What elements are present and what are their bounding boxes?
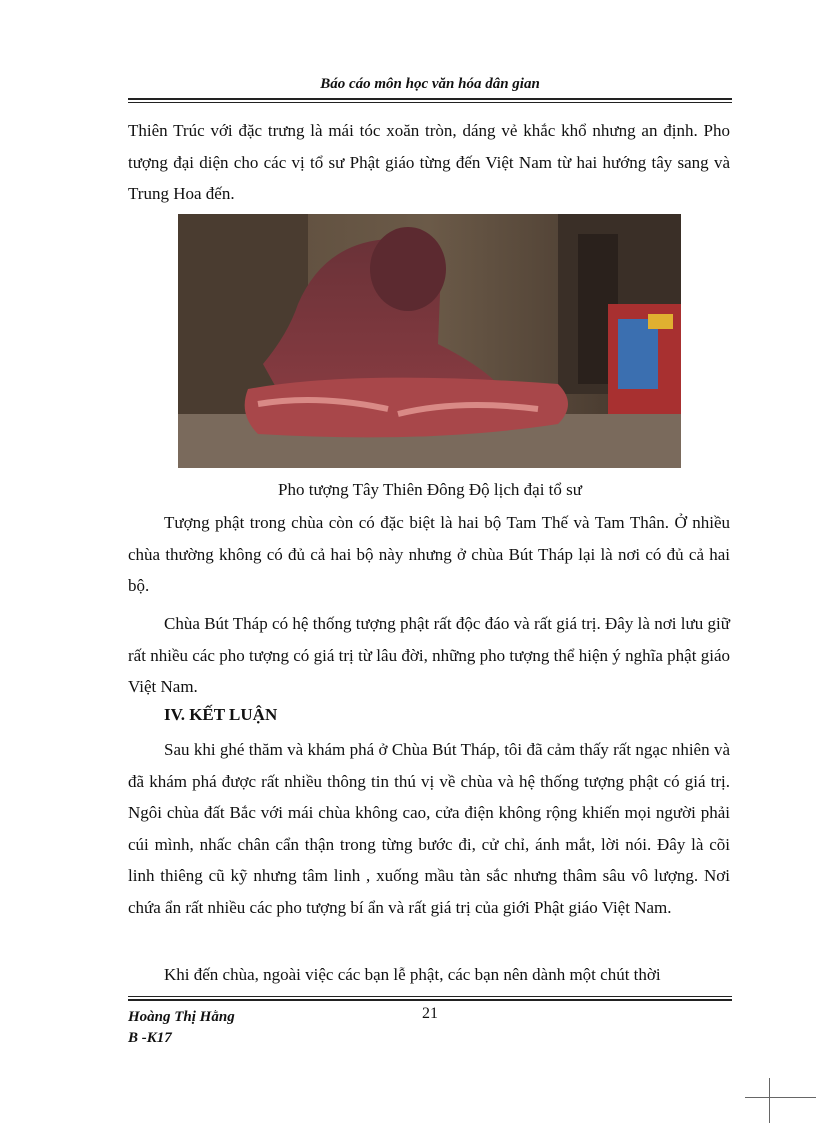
- footer-author: Hoàng Thị Hằng: [128, 1009, 235, 1025]
- corner-mark-vertical: [769, 1078, 770, 1123]
- footer-class: B -K17: [128, 1030, 172, 1046]
- paragraph-conclusion: Sau khi ghé thăm và khám phá ở Chùa Bút Tháp, tôi đã cảm thấy rất ngạc nhiên và đã khám phá được rất nhiều thông tin thú vị về chùa và hệ thống tượng phật có giá trị. Ngôi chùa đất Bắc với mái chùa không cao, cửa điện không rộng khiến mọi người phải cúi mình, nhấc chân cẩn thận trong từng bước đi, cử chỉ, ánh mắt, lời nói. Đây là cõi linh thiêng cũ kỹ nhưng tâm linh , xuống mầu tàn sắc nhưng thâm sâu vô lượng. Nơi chứa ẩn rất nhiều các pho tượng bí ẩn và rất giá trị của giới Phật giáo Việt Nam.: [128, 740, 730, 917]
- header-rule-thick: [128, 98, 732, 100]
- paragraph-intro: Thiên Trúc với đặc trưng là mái tóc xoăn tròn, dáng vẻ khắc khổ nhưng an định. Pho tượng đại diện cho các vị tổ sư Phật giáo từng đến Việt Nam từ hai hướng tây sang và Trung Hoa đến.: [128, 121, 730, 203]
- paragraph-tam-the: Tượng phật trong chùa còn có đặc biệt là hai bộ Tam Thế và Tam Thân. Ở nhiều chùa thường không có đủ cả hai bộ này nhưng ở chùa Bút Tháp lại là nơi có đủ cả hai bộ.: [128, 513, 730, 595]
- header-rule-thin: [128, 102, 732, 103]
- footer-rule-thin: [128, 996, 732, 997]
- footer-rule-thick: [128, 999, 732, 1001]
- section-heading-conclusion: IV. KẾT LUẬN: [164, 705, 278, 724]
- paragraph-he-thong: Chùa Bút Tháp có hệ thống tượng phật rất độc đáo và rất giá trị. Đây là nơi lưu giữ rất nhiều các pho tượng có giá trị từ lâu đời, những pho tượng thể hiện ý nghĩa phật giáo Việt Nam.: [128, 614, 730, 696]
- statue-photo: [178, 214, 681, 468]
- corner-mark-horizontal: [745, 1097, 816, 1098]
- page-number: 21: [422, 1005, 438, 1022]
- statue-image: [178, 214, 681, 468]
- paragraph-visit: Khi đến chùa, ngoài việc các bạn lễ phật, các bạn nên dành một chút thời: [164, 965, 661, 984]
- page-header-title: Báo cáo môn học văn hóa dân gian: [320, 76, 540, 92]
- photo-caption: Pho tượng Tây Thiên Đông Độ lịch đại tổ sư: [278, 480, 582, 499]
